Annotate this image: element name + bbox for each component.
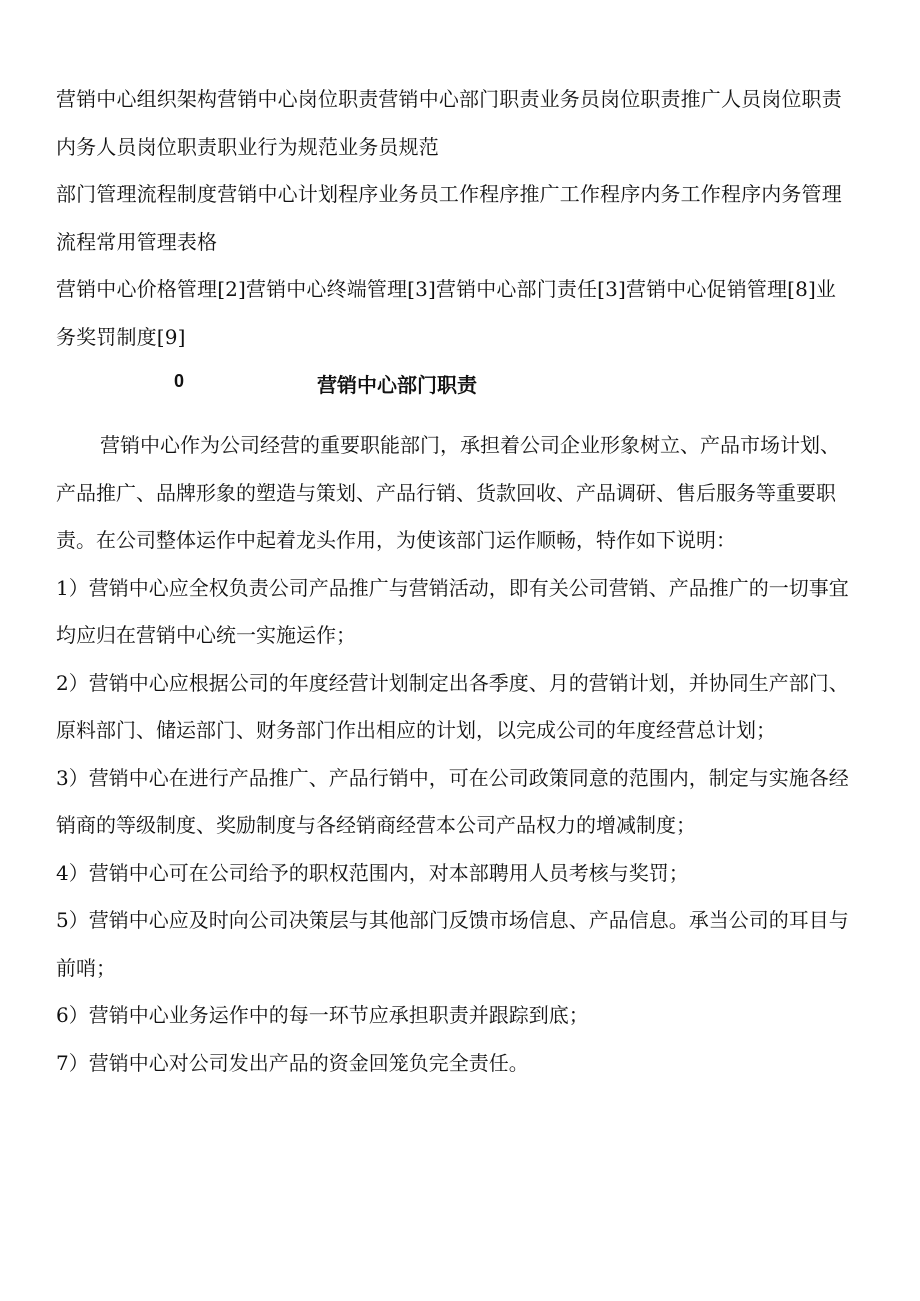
document-page <box>56 76 856 1087</box>
toc-line: 内务人员岗位职责职业行为规范业务员规范 <box>56 134 439 159</box>
list-item-line: 3）营销中心在进行产品推广、产品行销中，可在公司政策同意的范围内，制定与实施各经 <box>56 765 849 790</box>
list-item-line: 1）营销中心应全权负责公司产品推广与营销活动，即有关公司营销、产品推广的一切事宜 <box>56 575 849 600</box>
section-number: 0 <box>174 371 185 391</box>
toc-line: 务奖罚制度[9] <box>56 324 186 349</box>
list-item-line: 5）营销中心应及时向公司决策层与其他部门反馈市场信息、产品信息。承当公司的耳目与 <box>56 908 849 932</box>
list-item-line: 6）营销中心业务运作中的每一环节应承担职责并跟踪到底； <box>56 1003 589 1027</box>
list-item-line: 前哨； <box>56 955 116 980</box>
toc-block <box>56 76 856 361</box>
toc-line: 流程常用管理表格 <box>56 229 218 254</box>
paragraph-line: 责。在公司整体运作中起着龙头作用，为使该部门运作顺畅，特作如下说明： <box>56 528 736 552</box>
list-item-line: 原料部门、储运部门、财务部门作出相应的计划，以完成公司的年度经营总计划； <box>56 718 776 742</box>
section-heading <box>56 367 856 422</box>
paragraph-line: 营销中心作为公司经营的重要职能部门，承担着公司企业形象树立、产品市场计划、 <box>100 433 840 457</box>
list-item-line: 销商的等级制度、奖励制度与各经销商经营本公司产品权力的增减制度； <box>56 813 696 837</box>
section-body <box>56 422 856 1087</box>
paragraph-line: 产品推广、品牌形象的塑造与策划、产品行销、货款回收、产品调研、售后服务等重要职 <box>56 480 836 505</box>
list-item-line: 4）营销中心可在公司给予的职权范围内，对本部聘用人员考核与奖罚； <box>56 860 689 885</box>
list-item-line: 2）营销中心应根据公司的年度经营计划制定出各季度、月的营销计划，并协同生产部门、 <box>56 670 849 695</box>
section-title: 营销中心部门职责 <box>317 375 477 397</box>
toc-line: 部门管理流程制度营销中心计划程序业务员工作程序推广工作程序内务工作程序内务管理 <box>56 182 842 206</box>
toc-line: 营销中心价格管理[2]营销中心终端管理[3]营销中心部门责任[3]营销中心促销管理[8]业 <box>56 277 837 301</box>
list-item-line: 均应归在营销中心统一实施运作； <box>56 623 356 647</box>
toc-line: 营销中心组织架构营销中心岗位职责营销中心部门职责业务员岗位职责推广人员岗位职责 <box>56 87 842 111</box>
list-item-line: 7）营销中心对公司发出产品的资金回笼负完全责任。 <box>56 1050 529 1075</box>
